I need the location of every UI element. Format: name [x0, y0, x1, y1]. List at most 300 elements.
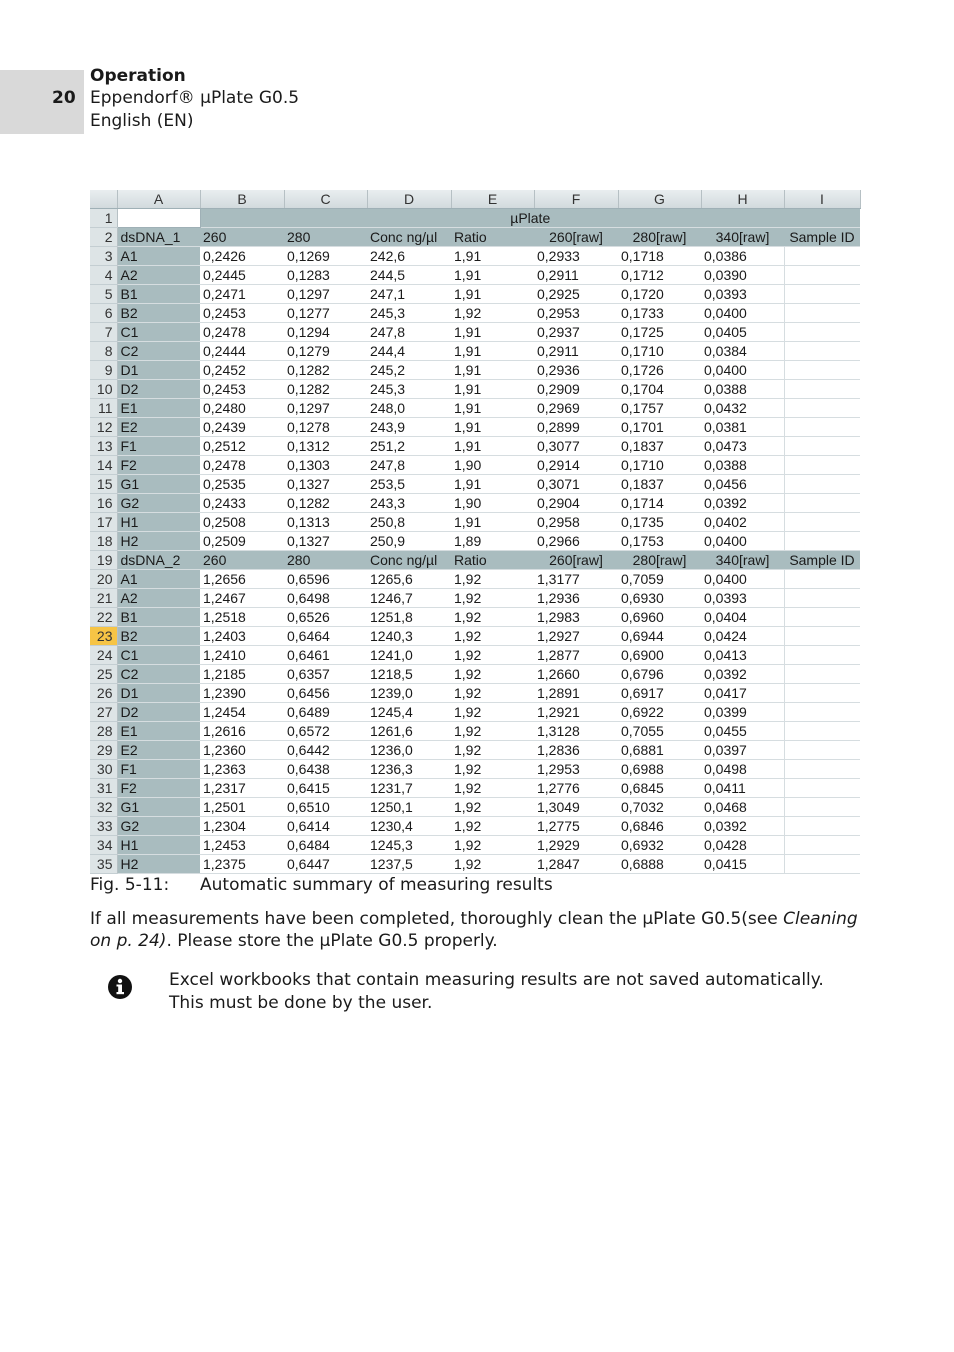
cell[interactable]: 0,1720 — [618, 285, 701, 304]
cell[interactable]: 0,7059 — [618, 570, 701, 589]
cell[interactable]: 1,92 — [451, 760, 534, 779]
cell[interactable]: 0,6900 — [618, 646, 701, 665]
cell[interactable]: 0,1279 — [284, 342, 367, 361]
cell[interactable]: 0,2925 — [534, 285, 618, 304]
cell[interactable]: 0,6845 — [618, 779, 701, 798]
cell[interactable]: 0,0390 — [701, 266, 784, 285]
cell[interactable]: 1,92 — [451, 855, 534, 874]
cell[interactable]: 1,2454 — [200, 703, 284, 722]
cell[interactable]: 0,0468 — [701, 798, 784, 817]
row-number[interactable]: 7 — [90, 323, 117, 342]
cell[interactable]: 1,92 — [451, 646, 534, 665]
cell[interactable] — [784, 437, 860, 456]
row-number[interactable]: 17 — [90, 513, 117, 532]
cell[interactable]: 1241,0 — [367, 646, 451, 665]
cell[interactable]: 260 — [200, 551, 284, 570]
cell[interactable]: 1,2317 — [200, 779, 284, 798]
cell[interactable]: 0,0432 — [701, 399, 784, 418]
cell[interactable]: 0,2937 — [534, 323, 618, 342]
cell[interactable]: 1,3128 — [534, 722, 618, 741]
cell[interactable] — [784, 646, 860, 665]
cell[interactable]: B2 — [117, 304, 200, 323]
cell[interactable]: 0,6881 — [618, 741, 701, 760]
column-header[interactable]: I — [784, 190, 860, 209]
cell[interactable]: 1,2953 — [534, 760, 618, 779]
cell[interactable]: 0,6988 — [618, 760, 701, 779]
cell[interactable]: 0,2452 — [200, 361, 284, 380]
cell[interactable]: 1,92 — [451, 798, 534, 817]
cell[interactable] — [784, 798, 860, 817]
cell[interactable] — [784, 418, 860, 437]
cell[interactable]: 280 — [284, 228, 367, 247]
cell[interactable]: Sample ID — [784, 551, 860, 570]
cell[interactable]: 0,6442 — [284, 741, 367, 760]
cell[interactable]: 0,6510 — [284, 798, 367, 817]
cell[interactable]: 1,92 — [451, 779, 534, 798]
cell[interactable] — [784, 285, 860, 304]
cell[interactable]: 0,6464 — [284, 627, 367, 646]
cell[interactable]: 1,2660 — [534, 665, 618, 684]
plate-title-cell[interactable]: µPlate — [200, 209, 860, 228]
cell[interactable]: 1,92 — [451, 304, 534, 323]
cell[interactable] — [784, 475, 860, 494]
cell[interactable]: 0,3071 — [534, 475, 618, 494]
cell[interactable]: 244,5 — [367, 266, 451, 285]
cell[interactable]: A2 — [117, 266, 200, 285]
cell[interactable]: 0,0405 — [701, 323, 784, 342]
cell[interactable]: Sample ID — [784, 228, 860, 247]
cell[interactable]: 1,2453 — [200, 836, 284, 855]
cell[interactable]: 0,1303 — [284, 456, 367, 475]
cell[interactable]: 1,2929 — [534, 836, 618, 855]
cell[interactable]: 260[raw] — [534, 228, 618, 247]
cell[interactable]: 0,0413 — [701, 646, 784, 665]
row-number[interactable]: 10 — [90, 380, 117, 399]
cell[interactable]: 247,8 — [367, 323, 451, 342]
cell[interactable] — [784, 266, 860, 285]
cell[interactable] — [784, 779, 860, 798]
cell[interactable]: 0,0392 — [701, 494, 784, 513]
cell[interactable]: 0,1283 — [284, 266, 367, 285]
cell[interactable]: 0,1312 — [284, 437, 367, 456]
row-number[interactable]: 18 — [90, 532, 117, 551]
row-number[interactable]: 11 — [90, 399, 117, 418]
cell[interactable] — [784, 627, 860, 646]
select-all-corner[interactable] — [90, 190, 117, 209]
cell[interactable]: 0,2911 — [534, 342, 618, 361]
cell[interactable]: 1239,0 — [367, 684, 451, 703]
cell[interactable]: 1,92 — [451, 836, 534, 855]
cell[interactable] — [784, 665, 860, 684]
cell[interactable]: 245,2 — [367, 361, 451, 380]
row-number[interactable]: 21 — [90, 589, 117, 608]
cell[interactable]: 280[raw] — [618, 228, 701, 247]
cell[interactable]: 1,2304 — [200, 817, 284, 836]
cell[interactable]: 0,6796 — [618, 665, 701, 684]
cell[interactable] — [784, 456, 860, 475]
cell[interactable] — [784, 741, 860, 760]
row-number[interactable]: 27 — [90, 703, 117, 722]
cell[interactable]: 0,1733 — [618, 304, 701, 323]
row-number[interactable]: 12 — [90, 418, 117, 437]
cell[interactable]: 0,1297 — [284, 399, 367, 418]
cell[interactable]: 1,2936 — [534, 589, 618, 608]
cell[interactable]: 0,6922 — [618, 703, 701, 722]
cell[interactable]: 0,2453 — [200, 304, 284, 323]
cell[interactable]: 1,2921 — [534, 703, 618, 722]
cell[interactable]: 0,0428 — [701, 836, 784, 855]
cell[interactable] — [784, 494, 860, 513]
cell[interactable]: 0,1837 — [618, 475, 701, 494]
cell[interactable]: 260[raw] — [534, 551, 618, 570]
row-number[interactable]: 20 — [90, 570, 117, 589]
cell[interactable]: 260 — [200, 228, 284, 247]
cell[interactable]: 1265,6 — [367, 570, 451, 589]
cell[interactable]: 0,0392 — [701, 665, 784, 684]
cell[interactable] — [784, 703, 860, 722]
row-number[interactable]: 19 — [90, 551, 117, 570]
cell[interactable] — [784, 684, 860, 703]
cell[interactable]: 0,0400 — [701, 570, 784, 589]
cell[interactable]: 0,1837 — [618, 437, 701, 456]
cell[interactable]: D2 — [117, 380, 200, 399]
cell[interactable]: 0,2439 — [200, 418, 284, 437]
cell[interactable]: 340[raw] — [701, 551, 784, 570]
row-number[interactable]: 5 — [90, 285, 117, 304]
row-number[interactable]: 9 — [90, 361, 117, 380]
cell[interactable]: 242,6 — [367, 247, 451, 266]
cell[interactable]: 0,0455 — [701, 722, 784, 741]
cell[interactable]: 1,91 — [451, 437, 534, 456]
cell[interactable] — [784, 247, 860, 266]
cell[interactable]: 1,2776 — [534, 779, 618, 798]
cell[interactable]: 0,0393 — [701, 589, 784, 608]
cell[interactable] — [784, 361, 860, 380]
cell[interactable]: 250,9 — [367, 532, 451, 551]
cell[interactable] — [784, 722, 860, 741]
column-header[interactable]: E — [451, 190, 534, 209]
cell[interactable]: 247,1 — [367, 285, 451, 304]
cell[interactable]: 0,0400 — [701, 532, 784, 551]
cell[interactable]: 1245,4 — [367, 703, 451, 722]
cell[interactable]: 0,2535 — [200, 475, 284, 494]
cell[interactable]: 0,0400 — [701, 361, 784, 380]
cell[interactable]: 1,92 — [451, 703, 534, 722]
cell[interactable]: 251,2 — [367, 437, 451, 456]
cell[interactable]: 0,2953 — [534, 304, 618, 323]
cell[interactable]: 1,2363 — [200, 760, 284, 779]
row-number[interactable]: 13 — [90, 437, 117, 456]
cell[interactable]: 0,2933 — [534, 247, 618, 266]
cell[interactable]: 0,6846 — [618, 817, 701, 836]
cross-reference-link[interactable]: Cleaning on p. 24) — [90, 909, 858, 951]
cell[interactable]: 1,92 — [451, 722, 534, 741]
cell[interactable]: 1245,3 — [367, 836, 451, 855]
cell[interactable]: 0,0456 — [701, 475, 784, 494]
cell[interactable]: 0,0388 — [701, 380, 784, 399]
cell[interactable]: D1 — [117, 684, 200, 703]
cell[interactable]: 0,6917 — [618, 684, 701, 703]
cell[interactable]: A1 — [117, 570, 200, 589]
cell[interactable]: 248,0 — [367, 399, 451, 418]
cell[interactable]: 1,2518 — [200, 608, 284, 627]
cell[interactable]: 0,0411 — [701, 779, 784, 798]
cell[interactable]: dsDNA_2 — [117, 551, 200, 570]
cell[interactable]: 1,92 — [451, 665, 534, 684]
cell[interactable]: 0,6461 — [284, 646, 367, 665]
cell[interactable]: E1 — [117, 399, 200, 418]
cell[interactable]: 1,91 — [451, 513, 534, 532]
cell[interactable]: 0,2958 — [534, 513, 618, 532]
cell[interactable]: 0,1282 — [284, 494, 367, 513]
cell[interactable]: B1 — [117, 285, 200, 304]
cell[interactable]: 0,2909 — [534, 380, 618, 399]
cell[interactable]: 0,1327 — [284, 532, 367, 551]
cell[interactable]: 1,92 — [451, 627, 534, 646]
cell[interactable]: 0,2444 — [200, 342, 284, 361]
cell[interactable]: 1,91 — [451, 266, 534, 285]
cell[interactable]: 253,5 — [367, 475, 451, 494]
cell[interactable]: 1236,0 — [367, 741, 451, 760]
cell[interactable]: 1230,4 — [367, 817, 451, 836]
cell[interactable]: 1250,1 — [367, 798, 451, 817]
cell[interactable]: 0,6438 — [284, 760, 367, 779]
cell[interactable] — [784, 760, 860, 779]
cell[interactable]: 1,2467 — [200, 589, 284, 608]
cell[interactable]: 0,2911 — [534, 266, 618, 285]
cell[interactable]: 0,2445 — [200, 266, 284, 285]
cell[interactable]: 1,2983 — [534, 608, 618, 627]
cell[interactable]: 0,2509 — [200, 532, 284, 551]
cell[interactable] — [784, 304, 860, 323]
cell[interactable]: 1,91 — [451, 380, 534, 399]
cell[interactable]: C1 — [117, 646, 200, 665]
cell[interactable]: 0,6415 — [284, 779, 367, 798]
cell[interactable]: F1 — [117, 760, 200, 779]
row-number[interactable]: 32 — [90, 798, 117, 817]
cell[interactable]: 1,92 — [451, 817, 534, 836]
cell[interactable]: 0,2966 — [534, 532, 618, 551]
row-number[interactable]: 6 — [90, 304, 117, 323]
cell[interactable]: 1240,3 — [367, 627, 451, 646]
cell[interactable]: F2 — [117, 779, 200, 798]
cell[interactable]: 243,9 — [367, 418, 451, 437]
row-number[interactable]: 28 — [90, 722, 117, 741]
cell[interactable]: Ratio — [451, 228, 534, 247]
cell[interactable]: 1,90 — [451, 456, 534, 475]
cell[interactable]: 0,0498 — [701, 760, 784, 779]
cell[interactable]: 1,2877 — [534, 646, 618, 665]
cell[interactable]: 0,6932 — [618, 836, 701, 855]
cell[interactable]: 1246,7 — [367, 589, 451, 608]
cell[interactable]: 0,2899 — [534, 418, 618, 437]
cell[interactable]: 1,2836 — [534, 741, 618, 760]
cell[interactable]: 0,6498 — [284, 589, 367, 608]
cell[interactable]: 1231,7 — [367, 779, 451, 798]
cell[interactable]: 1,91 — [451, 323, 534, 342]
cell[interactable]: 0,6930 — [618, 589, 701, 608]
cell[interactable] — [784, 399, 860, 418]
cell[interactable] — [784, 323, 860, 342]
cell[interactable]: G1 — [117, 798, 200, 817]
cell[interactable]: 1,91 — [451, 475, 534, 494]
row-number[interactable]: 1 — [90, 209, 117, 228]
cell[interactable]: 0,1269 — [284, 247, 367, 266]
cell[interactable]: 0,2936 — [534, 361, 618, 380]
cell[interactable]: F2 — [117, 456, 200, 475]
cell[interactable]: 0,6357 — [284, 665, 367, 684]
cell[interactable]: 1,2375 — [200, 855, 284, 874]
cell[interactable]: 280[raw] — [618, 551, 701, 570]
cell[interactable] — [784, 380, 860, 399]
cell[interactable]: 0,0404 — [701, 608, 784, 627]
cell[interactable]: 0,1735 — [618, 513, 701, 532]
cell[interactable]: B1 — [117, 608, 200, 627]
cell[interactable] — [784, 817, 860, 836]
cell[interactable]: 0,6596 — [284, 570, 367, 589]
row-number[interactable]: 3 — [90, 247, 117, 266]
cell[interactable]: 1,2501 — [200, 798, 284, 817]
cell[interactable] — [117, 209, 200, 228]
cell[interactable]: 0,6572 — [284, 722, 367, 741]
cell[interactable]: 0,1726 — [618, 361, 701, 380]
cell[interactable]: dsDNA_1 — [117, 228, 200, 247]
cell[interactable]: 0,0388 — [701, 456, 784, 475]
cell[interactable] — [784, 513, 860, 532]
cell[interactable]: 0,1282 — [284, 380, 367, 399]
column-header[interactable]: G — [618, 190, 701, 209]
cell[interactable]: 0,6456 — [284, 684, 367, 703]
cell[interactable]: H1 — [117, 513, 200, 532]
cell[interactable]: 1,2775 — [534, 817, 618, 836]
cell[interactable]: 0,6414 — [284, 817, 367, 836]
cell[interactable]: 1,2403 — [200, 627, 284, 646]
row-number[interactable]: 29 — [90, 741, 117, 760]
cell[interactable]: C2 — [117, 342, 200, 361]
cell[interactable]: 1,2390 — [200, 684, 284, 703]
cell[interactable]: 1261,6 — [367, 722, 451, 741]
cell[interactable]: 0,1278 — [284, 418, 367, 437]
cell[interactable]: G2 — [117, 494, 200, 513]
cell[interactable]: 0,2512 — [200, 437, 284, 456]
cell[interactable]: 243,3 — [367, 494, 451, 513]
cell[interactable]: 1,91 — [451, 247, 534, 266]
cell[interactable]: 340[raw] — [701, 228, 784, 247]
cell[interactable]: A1 — [117, 247, 200, 266]
cell[interactable]: 0,6888 — [618, 855, 701, 874]
cell[interactable]: 0,1313 — [284, 513, 367, 532]
column-header[interactable]: D — [367, 190, 451, 209]
cell[interactable]: 1,3177 — [534, 570, 618, 589]
cell[interactable]: 0,0386 — [701, 247, 784, 266]
cell[interactable]: 0,6484 — [284, 836, 367, 855]
row-number[interactable]: 26 — [90, 684, 117, 703]
cell[interactable]: 1236,3 — [367, 760, 451, 779]
cell[interactable]: D2 — [117, 703, 200, 722]
cell[interactable]: 0,0417 — [701, 684, 784, 703]
cell[interactable]: 1,91 — [451, 342, 534, 361]
row-number[interactable]: 30 — [90, 760, 117, 779]
cell[interactable] — [784, 570, 860, 589]
cell[interactable]: 0,1327 — [284, 475, 367, 494]
cell[interactable]: 0,1701 — [618, 418, 701, 437]
cell[interactable]: 245,3 — [367, 304, 451, 323]
cell[interactable]: C1 — [117, 323, 200, 342]
cell[interactable]: 0,0473 — [701, 437, 784, 456]
cell[interactable]: 1,91 — [451, 361, 534, 380]
row-number[interactable]: 23 — [90, 627, 117, 646]
cell[interactable]: 0,0400 — [701, 304, 784, 323]
cell[interactable]: 0,6447 — [284, 855, 367, 874]
cell[interactable]: 1,91 — [451, 285, 534, 304]
cell[interactable]: 247,8 — [367, 456, 451, 475]
cell[interactable]: 1251,8 — [367, 608, 451, 627]
cell[interactable]: 0,3077 — [534, 437, 618, 456]
cell[interactable]: 1,92 — [451, 684, 534, 703]
cell[interactable]: H2 — [117, 855, 200, 874]
row-number[interactable]: 24 — [90, 646, 117, 665]
cell[interactable] — [784, 532, 860, 551]
cell[interactable] — [784, 836, 860, 855]
column-header[interactable]: H — [701, 190, 784, 209]
cell[interactable]: 0,2904 — [534, 494, 618, 513]
cell[interactable]: 1,2185 — [200, 665, 284, 684]
row-number[interactable]: 33 — [90, 817, 117, 836]
cell[interactable]: 1,89 — [451, 532, 534, 551]
cell[interactable]: 0,2914 — [534, 456, 618, 475]
cell[interactable]: 0,6489 — [284, 703, 367, 722]
cell[interactable]: 1,2656 — [200, 570, 284, 589]
cell[interactable]: 0,1294 — [284, 323, 367, 342]
cell[interactable]: 0,2508 — [200, 513, 284, 532]
cell[interactable]: 0,2453 — [200, 380, 284, 399]
cell[interactable]: B2 — [117, 627, 200, 646]
cell[interactable]: F1 — [117, 437, 200, 456]
cell[interactable]: 0,1710 — [618, 342, 701, 361]
cell[interactable]: 1,2847 — [534, 855, 618, 874]
row-number[interactable]: 15 — [90, 475, 117, 494]
cell[interactable]: 1,90 — [451, 494, 534, 513]
cell[interactable]: 0,0393 — [701, 285, 784, 304]
row-number[interactable]: 16 — [90, 494, 117, 513]
cell[interactable]: 0,2426 — [200, 247, 284, 266]
cell[interactable]: Conc ng/µl — [367, 551, 451, 570]
cell[interactable]: A2 — [117, 589, 200, 608]
column-header[interactable]: A — [117, 190, 200, 209]
cell[interactable]: 1,2360 — [200, 741, 284, 760]
cell[interactable]: 1,91 — [451, 418, 534, 437]
cell[interactable]: 0,7055 — [618, 722, 701, 741]
cell[interactable]: E2 — [117, 741, 200, 760]
cell[interactable]: 0,6960 — [618, 608, 701, 627]
cell[interactable]: 0,7032 — [618, 798, 701, 817]
cell[interactable]: 0,1753 — [618, 532, 701, 551]
cell[interactable]: 0,1757 — [618, 399, 701, 418]
cell[interactable]: 1,2891 — [534, 684, 618, 703]
cell[interactable]: 0,2478 — [200, 456, 284, 475]
cell[interactable]: 0,0397 — [701, 741, 784, 760]
cell[interactable]: 0,0424 — [701, 627, 784, 646]
row-number[interactable]: 4 — [90, 266, 117, 285]
cell[interactable]: 0,0402 — [701, 513, 784, 532]
cell[interactable]: 1,2616 — [200, 722, 284, 741]
column-header[interactable]: B — [200, 190, 284, 209]
cell[interactable]: 0,1297 — [284, 285, 367, 304]
cell[interactable]: 1218,5 — [367, 665, 451, 684]
row-number[interactable]: 31 — [90, 779, 117, 798]
cell[interactable]: H1 — [117, 836, 200, 855]
cell[interactable]: H2 — [117, 532, 200, 551]
